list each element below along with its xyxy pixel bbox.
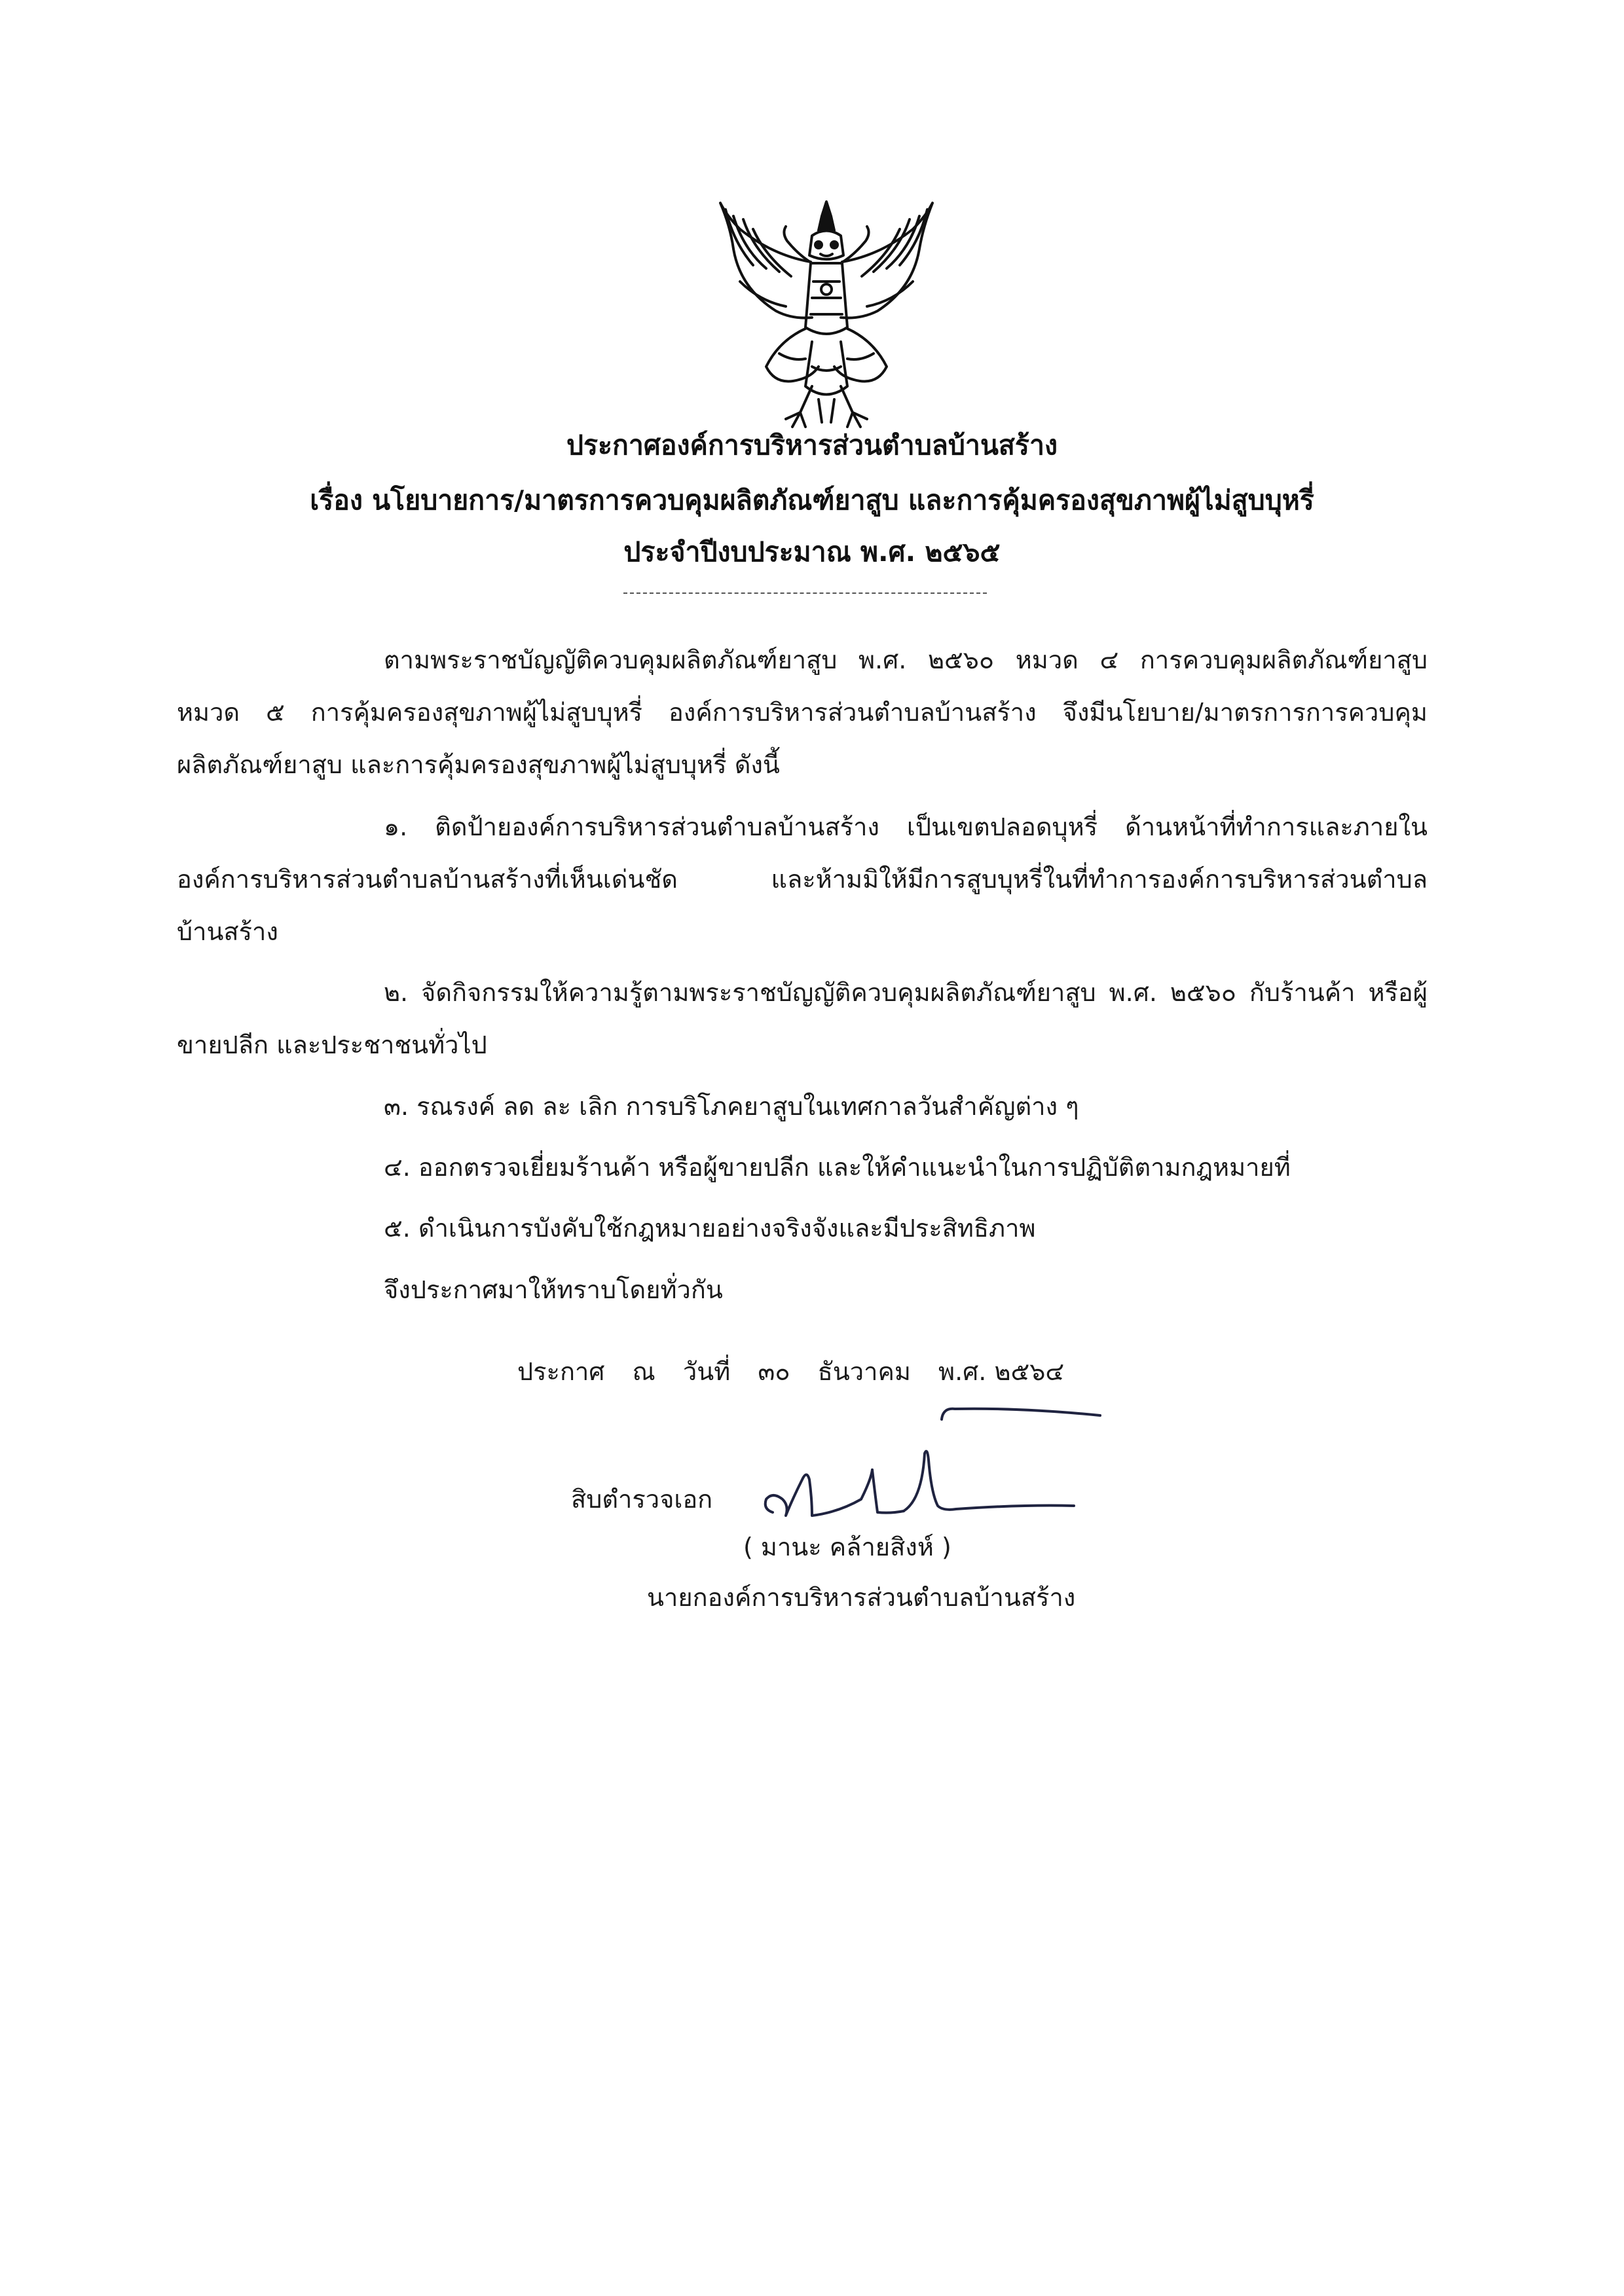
announcement-subject: เรื่อง นโยบายการ/มาตรการควบคุมผลิตภัณฑ์ยาสูบ และการคุ้มครองสุขภาพผู้ไม่สูบบุหรี่ xyxy=(310,484,1314,516)
intro-paragraph: ตามพระราชบัญญัติควบคุมผลิตภัณฑ์ยาสูบ พ.ศ. ๒๕๖๐ หมวด ๔ การควบคุมผลิตภัณฑ์ยาสูบ หมวด ๕ การคุ้มครองสุขภาพผู้ไม่สูบบุหรี่ องค์การบริหารส่วนตำบลบ้านสร้าง จึงมีนโยบาย/มาตรการการควบคุม ผลิตภัณฑ์ยาสูบ และการคุ้มครองสุขภาพผู้ไม่สูบบุหรี่ ดังนี้ xyxy=(177,646,1428,779)
date-month: ธันวาคม xyxy=(817,1357,911,1386)
date-day-label: วันที่ xyxy=(682,1357,731,1386)
policy-item-2: ๒. จัดกิจกรรมให้ความรู้ตามพระราชบัญญัติควบคุมผลิตภัณฑ์ยาสูบ พ.ศ. ๒๕๖๐ กับร้านค้า หรือผู้ขายปลีก และประชาชนทั่วไป xyxy=(177,978,1428,1059)
closing-statement: จึงประกาศมาให้ทราบโดยทั่วกัน xyxy=(384,1275,723,1304)
signer-position: นายกองค์การบริหารส่วนตำบลบ้านสร้าง xyxy=(647,1583,1076,1612)
garuda-emblem-icon xyxy=(714,190,940,429)
fiscal-year: ประจำปีงบประมาณ พ.ศ. ๒๕๖๕ xyxy=(623,536,1001,568)
date-year: พ.ศ. ๒๕๖๔ xyxy=(938,1357,1065,1386)
policy-item-5: ๕. ดำเนินการบังคับใช้กฎหมายอย่างจริงจังและมีประสิทธิภาพ xyxy=(384,1214,1036,1243)
handwritten-signature xyxy=(747,1401,1113,1539)
date-day: ๓๐ xyxy=(758,1357,790,1386)
date-at: ณ xyxy=(632,1357,655,1386)
policy-item-4: ๔. ออกตรวจเยี่ยมร้านค้า หรือผู้ขายปลีก และให้คำแนะนำในการปฏิบัติตามกฎหมายที่ xyxy=(384,1153,1291,1182)
signer-name: ( มานะ คล้ายสิงห์ ) xyxy=(743,1533,951,1561)
policy-item-3: ๓. รณรงค์ ลด ละ เลิก การบริโภคยาสูบในเทศกาลวันสำคัญต่าง ๆ xyxy=(384,1092,1079,1121)
title-divider xyxy=(623,592,987,594)
policy-item-1: ๑. ติดป้ายองค์การบริหารส่วนตำบลบ้านสร้าง เป็นเขตปลอดบุหรี่ ด้านหน้าที่ทำการและภายในองค์การบริหารส่วนตำบลบ้านสร้างที่เห็นเด่นชัด และห้ามมิให้มีการสูบบุหรี่ในที่ทำการองค์การบริหารส่วนตำบลบ้านสร้าง xyxy=(177,812,1428,946)
announcement-date xyxy=(517,1345,1084,1398)
date-label: ประกาศ xyxy=(517,1357,605,1386)
announcement-title: ประกาศองค์การบริหารส่วนตำบลบ้านสร้าง xyxy=(566,429,1058,461)
signer-rank: สิบตำรวจเอก xyxy=(571,1485,713,1514)
